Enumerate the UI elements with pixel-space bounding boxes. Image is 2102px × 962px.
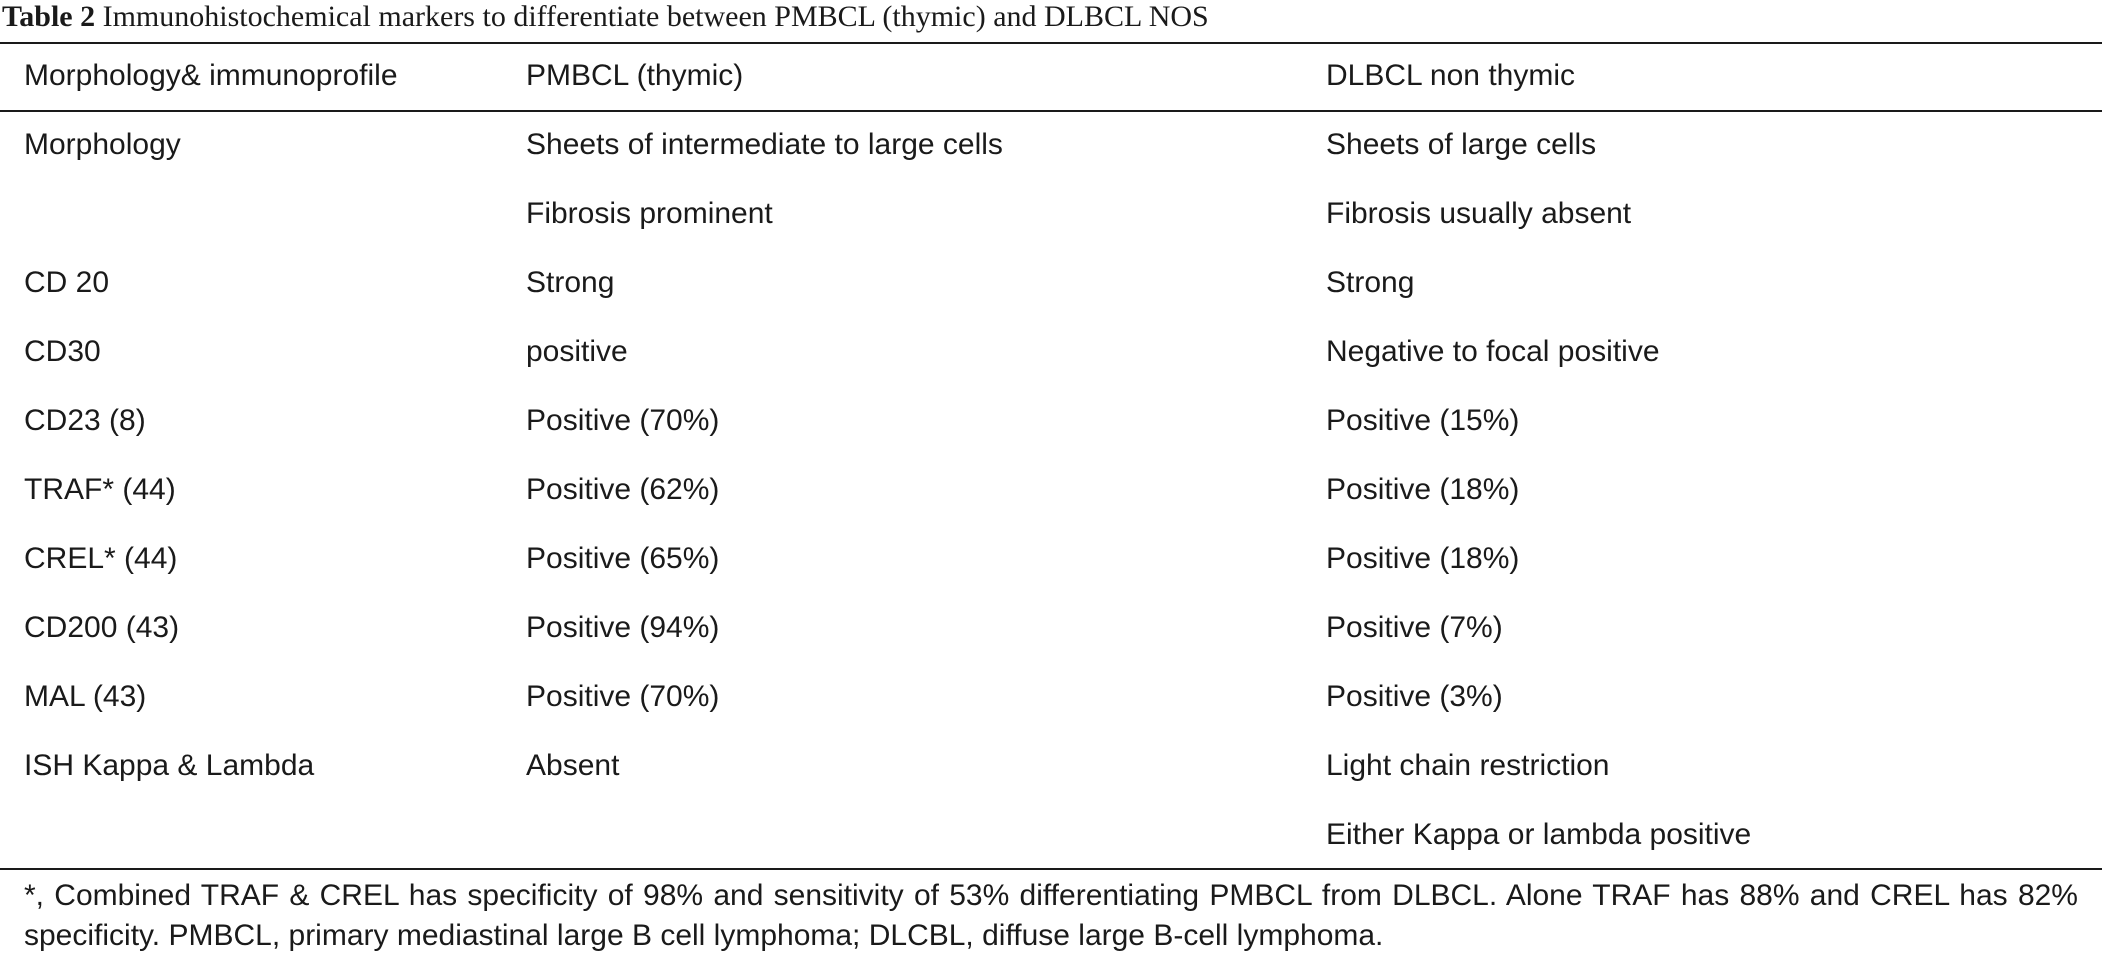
table-cell: CD30 [24, 335, 101, 368]
table-cell: Positive (3%) [1326, 680, 1503, 713]
header-cell-dlbcl: DLBCL non thymic [1326, 59, 1575, 92]
top-rule [0, 42, 2102, 44]
table-cell: MAL (43) [24, 680, 147, 713]
table-cell: Positive (70%) [526, 680, 720, 713]
table-cell: positive [526, 335, 628, 368]
table-cell: Sheets of large cells [1326, 128, 1597, 161]
table-cell: Positive (62%) [526, 473, 720, 506]
header-cell-pmbcl: PMBCL (thymic) [526, 59, 744, 92]
table-cell: Positive (18%) [1326, 542, 1520, 575]
table-cell: Positive (15%) [1326, 404, 1520, 437]
bottom-rule [0, 868, 2102, 870]
table-cell: Positive (7%) [1326, 611, 1503, 644]
table-cell: CD 20 [24, 266, 110, 299]
header-cell-morphology-immunoprofile: Morphology& immunoprofile [24, 59, 398, 92]
table-cell: Positive (65%) [526, 542, 720, 575]
table-cell: Morphology [24, 128, 181, 161]
table-cell: Positive (70%) [526, 404, 720, 437]
table-cell: CD23 (8) [24, 404, 146, 437]
table-cell: CREL* (44) [24, 542, 178, 575]
table-cell: Positive (94%) [526, 611, 720, 644]
table-cell: Positive (18%) [1326, 473, 1520, 506]
table-cell: Either Kappa or lambda positive [1326, 818, 1752, 851]
table-caption-text: Immunohistochemical markers to differentiate between PMBCL (thymic) and DLBCL NOS [102, 0, 1209, 33]
table-caption-label: Table 2 [2, 0, 96, 33]
table-cell: Fibrosis usually absent [1326, 197, 1632, 230]
table-cell: Sheets of intermediate to large cells [526, 128, 1003, 161]
table-footnote: *, Combined TRAF & CREL has specificity of 98% and sensitivity of 53% differentiating PMBCL from DLBCL. Alone TRAF has 88% and CREL has 82% specificity. PMBCL, primary mediastinal large B cell lymphoma; DLCBL, diffuse large B-cell lymphoma. [24, 879, 2078, 952]
table-cell: Light chain restriction [1326, 749, 1610, 782]
table-cell: Negative to focal positive [1326, 335, 1660, 368]
table-cell: Absent [526, 749, 620, 782]
table-cell: Strong [526, 266, 615, 299]
table-cell: Fibrosis prominent [526, 197, 773, 230]
header-rule [0, 110, 2102, 112]
table-cell: Strong [1326, 266, 1415, 299]
table-cell: ISH Kappa & Lambda [24, 749, 315, 782]
table-cell: TRAF* (44) [24, 473, 176, 506]
table-cell: CD200 (43) [24, 611, 180, 644]
table-caption [2, 0, 1209, 34]
